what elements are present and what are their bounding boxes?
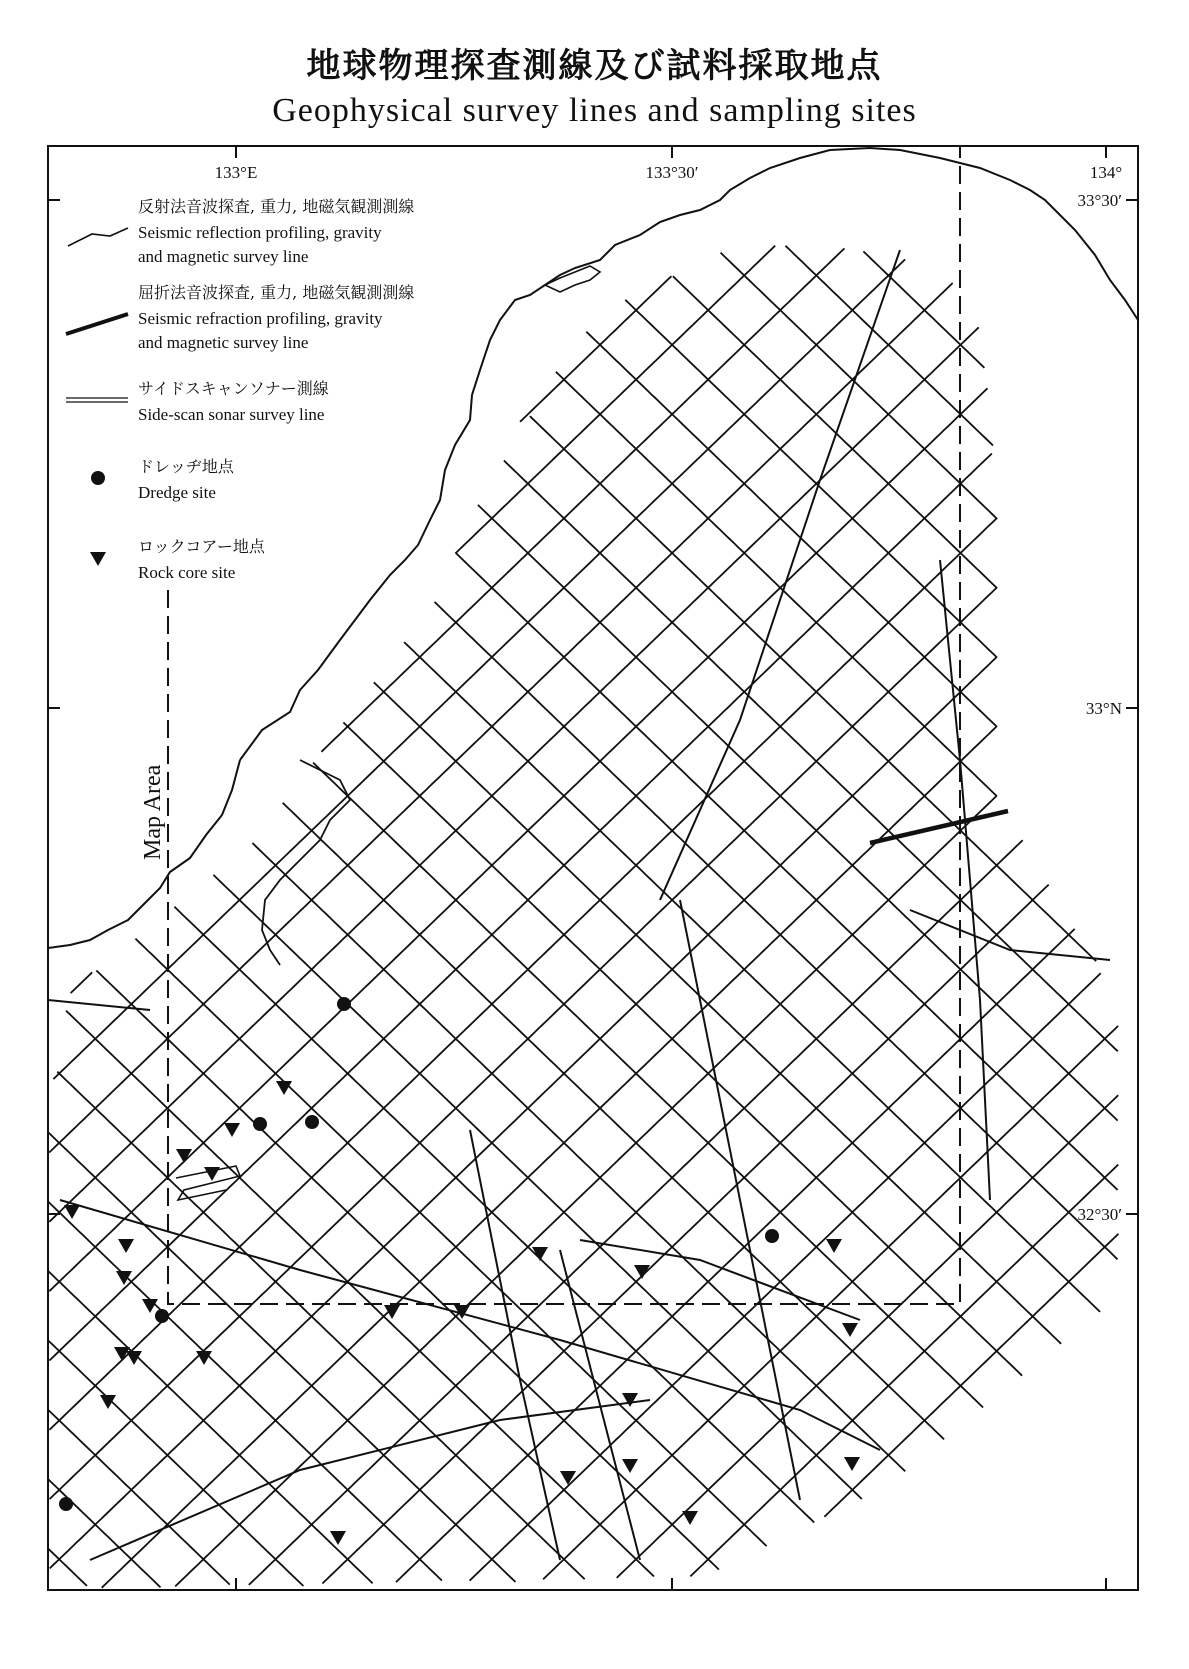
survey-line bbox=[543, 1026, 1118, 1579]
survey-line bbox=[49, 388, 987, 1291]
survey-line bbox=[556, 372, 997, 796]
legend-rockcore-en: Rock core site bbox=[138, 563, 236, 582]
legend-sidescan-en: Side-scan sonar survey line bbox=[138, 405, 325, 424]
legend-sidescan-jp: サイドスキャンソナー測線 bbox=[138, 379, 329, 398]
survey-line bbox=[456, 553, 1117, 1190]
map-area-label: Map Area bbox=[140, 764, 166, 860]
survey-line bbox=[435, 602, 1118, 1259]
dredge-site-marker bbox=[59, 1497, 73, 1511]
survey-line bbox=[478, 505, 1118, 1121]
legend-reflection-en2: and magnetic survey line bbox=[138, 247, 309, 266]
survey-line bbox=[48, 1271, 372, 1583]
legend-refraction-en1: Seismic refraction profiling, gravity bbox=[138, 309, 383, 328]
top-tick-label-1: 133°E bbox=[214, 163, 258, 182]
survey-line bbox=[174, 907, 814, 1523]
survey-line bbox=[96, 971, 719, 1570]
survey-line bbox=[283, 803, 944, 1440]
legend-reflection-en1: Seismic reflection profiling, gravity bbox=[138, 223, 382, 242]
survey-line bbox=[48, 1410, 230, 1585]
rock-core-marker bbox=[844, 1457, 860, 1471]
survey-line bbox=[455, 246, 775, 554]
transect-line bbox=[910, 910, 1110, 960]
rock-core-marker bbox=[118, 1239, 134, 1253]
transect-line bbox=[580, 1240, 860, 1320]
rock-core-marker bbox=[622, 1393, 638, 1407]
rock-core-marker bbox=[204, 1167, 220, 1181]
dredge-site-marker bbox=[155, 1309, 169, 1323]
legend-rockcore-jp: ロックコアー地点 bbox=[138, 537, 265, 556]
legend-refraction-swatch bbox=[66, 314, 128, 334]
rock-core-marker bbox=[634, 1265, 650, 1279]
survey-line bbox=[520, 276, 671, 422]
transect-line bbox=[560, 1250, 640, 1560]
right-tick-label-1: 33°30′ bbox=[1077, 191, 1122, 210]
survey-line bbox=[71, 972, 93, 993]
title-japanese: 地球物理探査測線及び試料採取地点 bbox=[306, 46, 883, 86]
survey-line bbox=[252, 843, 905, 1471]
survey-line bbox=[50, 588, 997, 1499]
legend-dredge-marker bbox=[91, 471, 105, 485]
legend-reflection-jp: 反射法音波探査, 重力, 地磁気観測測線 bbox=[138, 197, 415, 216]
survey-line bbox=[49, 454, 992, 1361]
rock-core-marker bbox=[682, 1511, 698, 1525]
rock-core-marker bbox=[622, 1459, 638, 1473]
right-tick-label-3: 32°30′ bbox=[1077, 1205, 1122, 1224]
legend-dredge-en: Dredge site bbox=[138, 483, 216, 502]
survey-line bbox=[690, 1165, 1118, 1577]
refraction-survey-line bbox=[870, 811, 1008, 843]
survey-line bbox=[313, 763, 983, 1408]
survey-line-grid bbox=[48, 246, 1118, 1588]
transect-line bbox=[60, 1200, 880, 1450]
survey-line bbox=[102, 727, 997, 1588]
survey-line bbox=[48, 1479, 160, 1587]
rock-core-marker bbox=[64, 1205, 80, 1219]
survey-line bbox=[374, 682, 1061, 1344]
top-tick-label-2: 133°30′ bbox=[645, 163, 699, 182]
survey-line bbox=[49, 1133, 516, 1582]
survey-line bbox=[50, 657, 997, 1568]
survey-line bbox=[49, 1202, 442, 1581]
right-tick-label-2: 33°N bbox=[1085, 699, 1122, 718]
survey-line bbox=[721, 253, 998, 519]
survey-line bbox=[404, 642, 1100, 1312]
survey-line bbox=[48, 1549, 87, 1586]
survey-line bbox=[322, 885, 1048, 1584]
survey-line bbox=[66, 1011, 654, 1577]
survey-line bbox=[213, 875, 861, 1499]
rock-core-marker bbox=[826, 1239, 842, 1253]
legend-reflection-swatch bbox=[68, 228, 128, 246]
survey-line bbox=[625, 300, 997, 658]
dredge-site-marker bbox=[305, 1115, 319, 1129]
dredge-site-marker bbox=[765, 1229, 779, 1243]
dredge-site-marker bbox=[253, 1117, 267, 1131]
dredge-site-marker bbox=[337, 997, 351, 1011]
legend-rockcore-marker bbox=[90, 552, 106, 566]
survey-line bbox=[673, 276, 997, 588]
legend-dredge-jp: ドレッヂ地点 bbox=[138, 457, 234, 476]
rock-core-marker bbox=[560, 1471, 576, 1485]
survey-line bbox=[50, 519, 997, 1430]
legend-refraction-en2: and magnetic survey line bbox=[138, 333, 309, 352]
rock-core-marker bbox=[224, 1123, 240, 1137]
rock-core-marker bbox=[384, 1305, 400, 1319]
survey-line bbox=[135, 939, 766, 1547]
survey-line bbox=[396, 929, 1075, 1582]
legend-refraction-jp: 屈折法音波探査, 重力, 地磁気観測測線 bbox=[138, 283, 415, 302]
rock-core-marker bbox=[330, 1531, 346, 1545]
long-transects bbox=[48, 250, 1110, 1560]
rock-core-marker bbox=[100, 1395, 116, 1409]
legend bbox=[66, 197, 414, 582]
rock-core-marker bbox=[842, 1323, 858, 1337]
survey-line bbox=[824, 1234, 1118, 1517]
title-english: Geophysical survey lines and sampling sites bbox=[272, 92, 917, 129]
survey-line bbox=[504, 461, 1118, 1052]
top-tick-label-3: 134° bbox=[1089, 163, 1123, 182]
